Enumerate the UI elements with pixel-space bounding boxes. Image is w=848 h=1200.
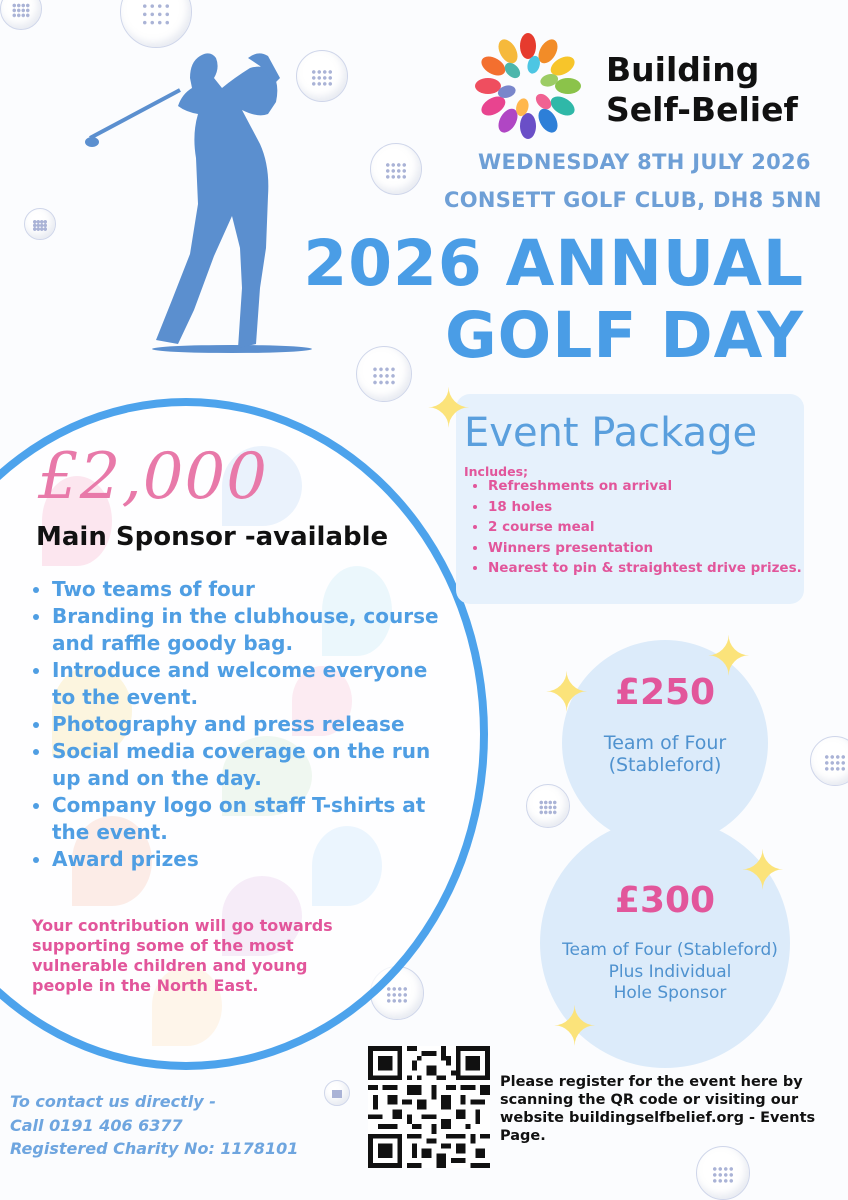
tier-250-price: £250 xyxy=(614,672,716,713)
package-items-list xyxy=(466,476,802,579)
golf-ball-icon xyxy=(324,1080,350,1106)
event-date: WEDNESDAY 8TH JULY 2026 xyxy=(478,150,811,174)
logo-text xyxy=(606,50,798,130)
contact-info xyxy=(10,1090,298,1161)
sparkle-icon: ✦ xyxy=(552,995,598,1058)
list-item: • Nearest to pin & straightest drive prizes. xyxy=(488,558,802,579)
golfer-silhouette-icon xyxy=(82,48,312,358)
tier-300-line-3: Hole Sponsor xyxy=(613,983,727,1003)
main-sponsor-price: £2,000 xyxy=(38,440,268,514)
list-item: • Winners presentation xyxy=(488,538,802,559)
page-title xyxy=(303,228,804,372)
includes-label: Includes; xyxy=(464,464,529,479)
list-item: • Award prizes xyxy=(52,846,442,873)
main-sponsor-label: Main Sponsor -available xyxy=(36,522,389,552)
sparkle-icon: ✦ xyxy=(740,839,786,902)
tier-300-line-2: Plus Individual xyxy=(608,961,732,982)
tier-300-line-1: Team of Four (Stableford) xyxy=(562,940,778,960)
tier-250-desc xyxy=(570,732,760,776)
charity-number: Registered Charity No: 1178101 xyxy=(10,1139,299,1158)
golf-ball-icon xyxy=(0,0,42,30)
list-item: • Photography and press release xyxy=(52,711,442,738)
qr-code[interactable] xyxy=(368,1046,490,1168)
benefits-list xyxy=(30,576,442,873)
sparkle-icon: ✦ xyxy=(426,377,472,440)
list-item: • Company logo on staff T-shirts at the event. xyxy=(52,792,442,846)
list-item: • Introduce and welcome everyone to the event. xyxy=(52,657,442,711)
list-item: • Refreshments on arrival xyxy=(488,476,802,497)
title-line-2: GOLF DAY xyxy=(444,299,804,372)
event-package-box xyxy=(456,394,804,604)
list-item: • 18 holes xyxy=(488,497,802,518)
list-item: • 2 course meal xyxy=(488,517,802,538)
event-venue: CONSETT GOLF CLUB, DH8 5NN xyxy=(444,188,822,212)
list-item: • Two teams of four xyxy=(52,576,442,603)
golf-ball-icon xyxy=(810,736,848,786)
tier-250-line-1: Team of Four xyxy=(603,732,727,754)
logo-line-1: Building xyxy=(606,50,760,89)
sparkle-icon: ✦ xyxy=(544,661,590,724)
golf-ball-icon xyxy=(24,208,56,240)
golf-ball-icon xyxy=(120,0,192,48)
logo-line-2: Self-Belief xyxy=(606,90,798,129)
contact-heading: To contact us directly - xyxy=(10,1092,216,1111)
register-text: Please register for the event here by scanning the QR code or visiting our website buildingselfbelief.org - Events Page. xyxy=(500,1074,816,1144)
contribution-text: Your contribution will go towards supporting some of the most vulnerable children and young people in the North East. xyxy=(32,916,333,995)
tier-300-price: £300 xyxy=(614,880,716,921)
list-item: • Branding in the clubhouse, course and raffle goody bag. xyxy=(52,603,442,657)
list-item: • Social media coverage on the run up and on the day. xyxy=(52,738,442,792)
tier-250-line-2: (Stableford) xyxy=(608,754,722,776)
golf-ball-icon xyxy=(696,1146,750,1200)
golf-ball-icon xyxy=(370,143,422,195)
sparkle-icon: ✦ xyxy=(706,625,752,688)
title-line-1: 2026 ANNUAL xyxy=(303,227,804,300)
contact-phone: Call 0191 406 6377 xyxy=(10,1115,183,1135)
event-package-title: Event Package xyxy=(464,410,758,456)
golf-ball-icon xyxy=(526,784,570,828)
logo-flower-icon xyxy=(472,30,584,142)
